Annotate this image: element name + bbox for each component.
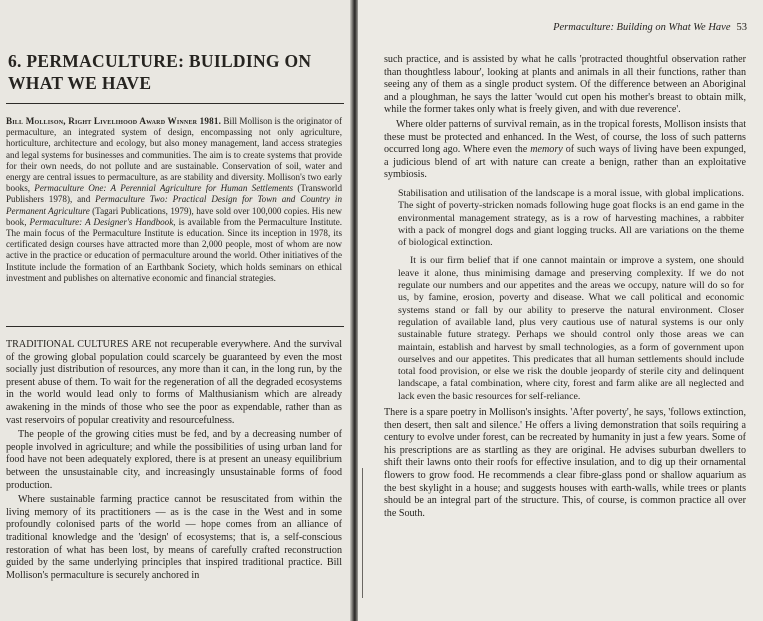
page-number: 53 (736, 22, 747, 33)
bio-text: Bill Mollison is the originator of permaculture, an integrated system of design, encompassing not only agriculture, horticulture, architecture and ecology, but also money management, land access strategies and legal systems for businesses and communities. The aim is to create systems that provide for their own needs, do not pollute and are sustainable. Conservation of soil, water and energy are central issues to permaculture, as are stability and diversity. Mollison's two early books, (6, 116, 342, 194)
block-quote-2: It is our firm belief that if one cannot maintain or improve a system, one should leave it alone, thus minimising damage and preserving complexity. If we do not regulate our numbers and our appetites and the areas we occupy, nature will do so for us, by famine, erosion, poverty and disease. What we call political and economic systems stand or fall by our ability to preserve the natural environment. Closer regulation of available land, plus very cautious use of natural systems is our only sustainable future strategy. Perhaps we should control only those areas we can maintain, establish and harvest by small technologies, as a form of government upon ourselves and our appetites. This predicates that all human settlements should include total food provision, or else we risk the double jeopardy of sterile city and delinquent landscape, a fatal combination, where city, forest and farm alike are all neglected and lack even the basic resources for self-reliance. (398, 255, 744, 402)
left-body-text (6, 339, 342, 584)
para2-emphasis: memory (530, 144, 563, 156)
left-paragraph-3: Where sustainable farming practice cannot be resuscitated from within the living memory of its practitioners — as is the case in the West and in some profoundly colonised parts of the world — hope comes from an alliance of traditional knowledge and the 'design' of ecosystems; that is, a self-conscious restoration of what has been lost, by means of carefully crafted reconstruction guided by the same underlying principles that inspired traditional practice. Bill Mollison's permaculture is securely anchored in (6, 494, 342, 581)
right-page (358, 0, 763, 621)
running-head (553, 22, 747, 33)
bio-text-2: (Transworld Publishers 1978), and (6, 183, 343, 205)
margin-mark (362, 468, 363, 598)
chapter-title: 6. PERMACULTURE: BUILDING ON WHAT WE HAVE (8, 51, 312, 93)
running-head-title: Permaculture: Building on What We Have (553, 22, 731, 33)
bio-text-3: (Tagari Publications, 1979), have sold over 100,000 copies. His new book, (6, 205, 342, 227)
bio-text-4: , is available from the Permaculture Institute. The main focus of the Permaculture Institute is education. Since its inception in 1978, its certificated design courses have attracted more than 2,000 people, most of whom are now active in the practice or education of permaculture around the world. Other initiatives of the Institute include the formation of an Earthbank Society, which holds seminars on ethical investment and publishes on alternative economic and financial strategies. (6, 216, 343, 283)
para2-before: Where older patterns of survival remain, as in the tropical forests, Mollison insists that these must be protected and enhanced. In the West, of course, the loss of such patterns occurred long ago. Where even the (384, 118, 746, 156)
bio-award: , Right Livelihood Award Winner 1981. (63, 116, 222, 126)
right-paragraph-2 (384, 119, 746, 182)
bio-rule (6, 326, 344, 327)
left-page (0, 0, 352, 621)
left-paragraph-2: The people of the growing cities must be fed, and by a decreasing number of people involved in agriculture; and while the possibilities of using urban land for food have not been adequately explored, there is at present an uneasy equilibrium between the unsustainable city, and increasingly unsustainable forms of food production. (6, 429, 342, 491)
block-quote-1: Stabilisation and utilisation of the landscape is a moral issue, with global implications. The sight of poverty-stricken nomads following huge goat flocks is an end game in the environmental management strategy, as is a row of harvesting machines, a rabbiter with a pack of mongrel dogs and giant logging trucks. All are variations on the theme of biological extinction. (398, 187, 744, 249)
para2-after: of such ways of living have been expunged, a judicious blend of art with nature can create a benign, rather than an exploitative symbiosis. (384, 144, 746, 181)
bio-name: Bill Mollison (6, 116, 64, 126)
left-paragraph-1: TRADITIONAL CULTURES ARE not recuperable everywhere. And the survival of the growing global population could scarcely be guaranteed by even the most socially just distribution of resources, any more than it can, in the long run, by the present abuse of them. To wait for the regeneration of all the degraded ecosystems in the world would lead only to forms of Malthusianism which are already awakening in the minds of those who see the poor as expendable, rather than as vast reservoirs of popular creativity and resourcefulness. (6, 339, 342, 426)
bio-book-2: Permaculture Two: Practical Design for Town and Country in Permanent Agriculture (6, 194, 342, 216)
right-paragraph-1: such practice, and is assisted by what he calls 'protracted thoughtful observation rather than thoughtless labour', looking at plants and animals in all their functions, rather than seeing any of them as a single product system. Of the difference between an Aboriginal and a ploughman, he says the latter 'would cut open his mother's breast to obtain milk, while the former takes only what is freely given, and with due reverence'. (384, 54, 746, 116)
bio-book-3: Permaculture: A Designer's Handbook (29, 216, 174, 227)
right-body-text (384, 54, 746, 522)
title-rule (6, 103, 344, 104)
bio-book-1: Permaculture One: A Perennial Agriculture for Human Settlements (34, 183, 294, 194)
author-bio (6, 116, 342, 284)
right-paragraph-3: There is a spare poetry in Mollison's insights. 'After poverty', he says, 'follows extinction, then desert, then salt and silence.' He offers a living demonstration that soils requiring a century to evolve under forest, can be recreated by humanity in just a few years. Some of his prescriptions are as startling as they are original. He advises suburban dwellers to shift their lawns onto their roofs for effective insulation, and to dig up their ornamental flowers to grow food. He recommends a clear fibre-glass pond or shallow aquarium as the best skylight in a house; and suggests houses with earth-walls, while trees or plants should be an integral part of the structure. This, of course, is common practice all over the South. (384, 406, 746, 519)
